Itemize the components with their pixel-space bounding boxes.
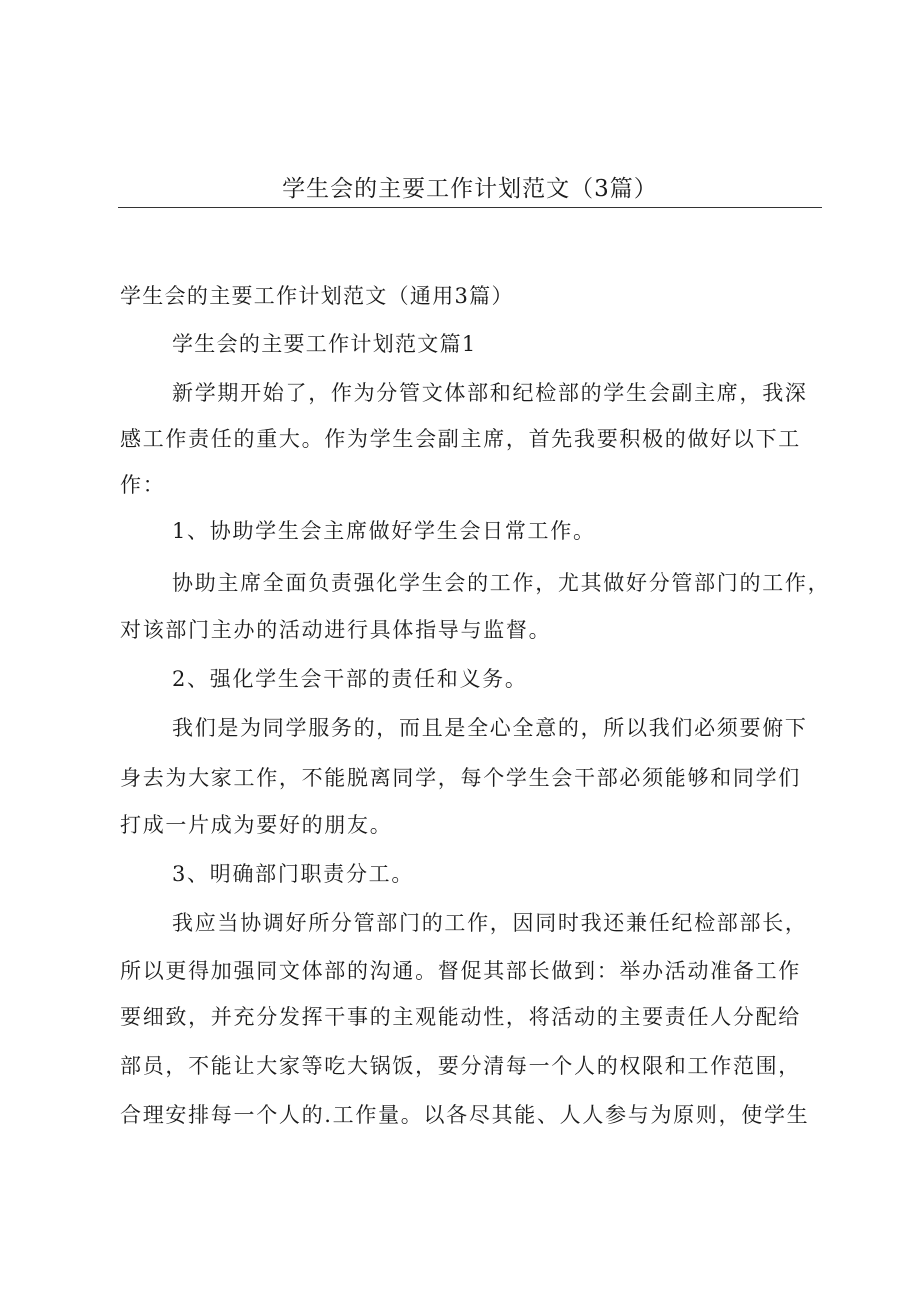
body-line: 要细致，并充分发挥干事的主观能动性，将活动的主要责任人分配给 xyxy=(120,1005,801,1029)
body-line: 新学期开始了，作为分管文体部和纪检部的学生会副主席，我深 xyxy=(172,381,808,405)
body-line: 所以更得加强同文体部的沟通。督促其部长做到：举办活动准备工作 xyxy=(120,959,801,983)
body-line: 对该部门主办的活动进行具体指导与监督。 xyxy=(120,618,552,642)
body-line: 打成一片成为要好的朋友。 xyxy=(120,813,393,837)
body-line: 作： xyxy=(120,473,166,497)
body-line: 部员，不能让大家等吃大锅饭，要分清每一个人的权限和工作范围， xyxy=(120,1054,801,1078)
body-line: 协助主席全面负责强化学生会的工作，尤其做好分管部门的工作， xyxy=(172,571,831,595)
numbered-heading: 1、协助学生会主席做好学生会日常工作。 xyxy=(172,519,596,543)
section-heading: 学生会的主要工作计划范文篇1 xyxy=(172,332,477,356)
body-line: 感工作责任的重大。作为学生会副主席，首先我要积极的做好以下工 xyxy=(120,427,801,451)
body-line: 身去为大家工作，不能脱离同学，每个学生会干部必须能够和同学们 xyxy=(120,766,801,790)
numbered-heading: 3、明确部门职责分工。 xyxy=(172,862,415,886)
body-line: 我应当协调好所分管部门的工作，因同时我还兼任纪检部部长， xyxy=(172,911,808,935)
document-title: 学生会的主要工作计划范文（3篇） xyxy=(282,176,658,202)
body-line: 我们是为同学服务的，而且是全心全意的，所以我们必须要俯下 xyxy=(172,716,808,740)
body-line: 合理安排每一个人的.工作量。以各尽其能、人人参与为原则，使学生 xyxy=(120,1103,810,1127)
title-underline xyxy=(118,207,822,208)
subtitle-line: 学生会的主要工作计划范文（通用3篇） xyxy=(120,284,514,308)
numbered-heading: 2、强化学生会干部的责任和义务。 xyxy=(172,667,528,691)
